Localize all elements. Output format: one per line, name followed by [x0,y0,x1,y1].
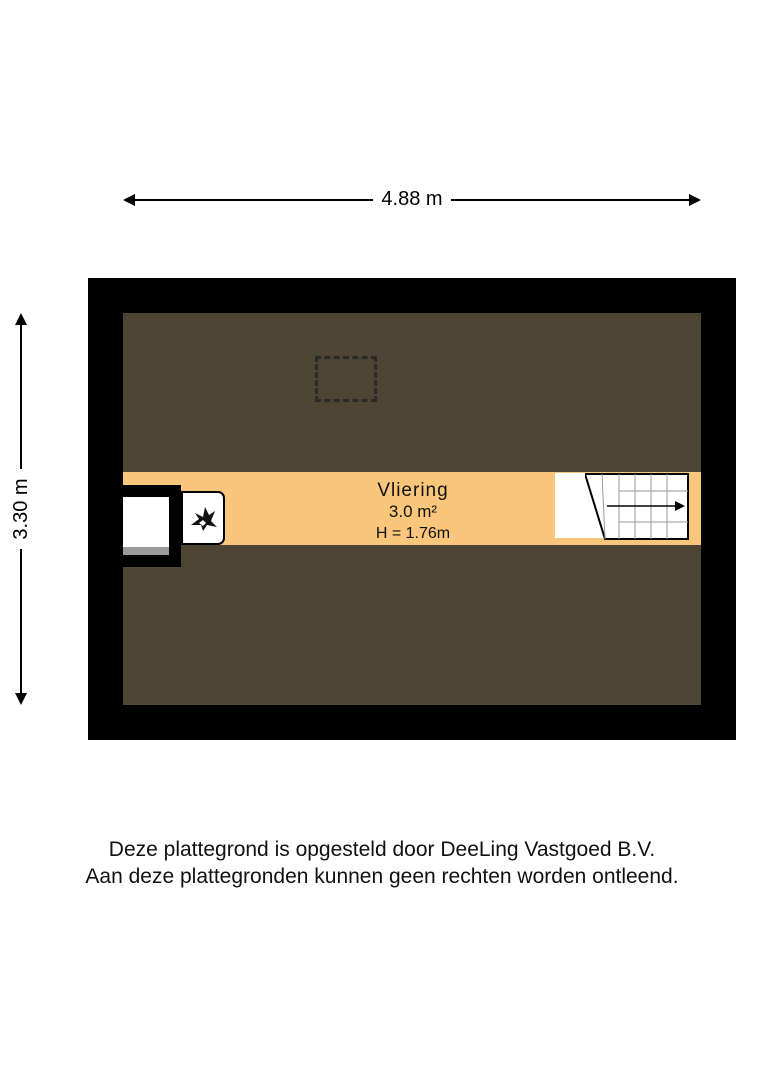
disclaimer-line-2: Aan deze plattegronden kunnen geen rechten worden ontleend. [85,865,679,888]
chimney-opening [123,497,169,547]
width-dimension [123,188,701,210]
room-name: Vliering [377,480,449,501]
chimney-hearth [123,547,169,555]
room-area: 3.0 m² [388,502,438,521]
staircase-icon [585,473,689,540]
arrow-down-icon [15,693,27,705]
disclaimer-line-1: Deze plattegrond is opgesteld door DeeLing Vastgoed B.V. [108,838,656,861]
width-label: 4.88 m [373,188,450,210]
roof-hatch-icon [315,356,377,402]
stove [181,491,225,545]
fireplace-icon [185,501,221,535]
dimension-line [20,321,22,469]
floor-plan [88,278,736,740]
height-label: 3.30 m [10,478,32,540]
height-dimension [10,313,32,705]
dimension-line [20,549,22,697]
room-height: H = 1.76m [375,525,451,542]
attic-floor [123,313,701,705]
